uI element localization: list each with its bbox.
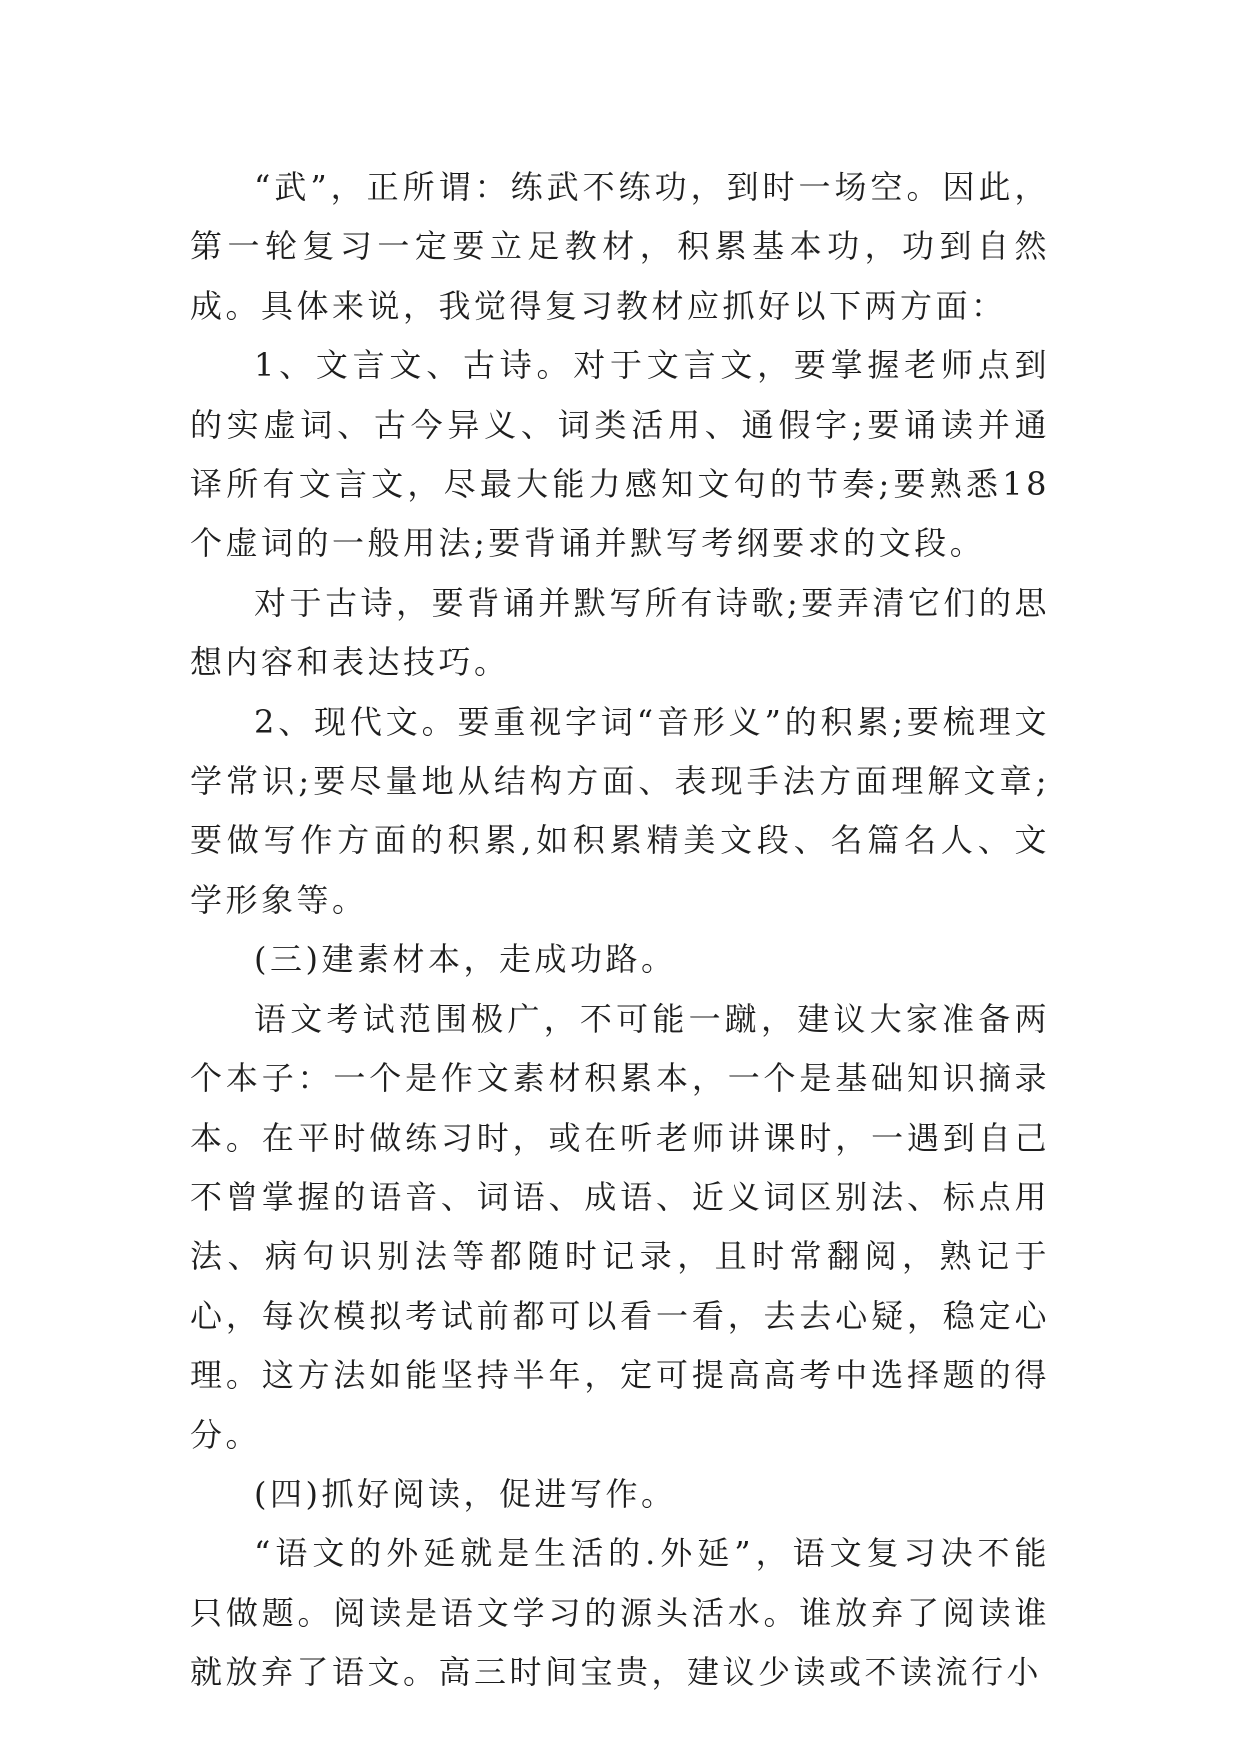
paragraph: “武”，正所谓：练武不练功，到时一场空。因此，第一轮复习一定要立足教材，积累基本功，功到自然成。具体来说，我觉得复习教材应抓好以下两方面： (190, 168, 1050, 325)
section-heading: (三)建素材本，走成功路。 (254, 940, 677, 979)
paragraph: 语文考试范围极广，不可能一蹴，建议大家准备两个本子：一个是作文素材积累本，一个是基础知识摘录本。在平时做练习时，或在听老师讲课时，一遇到自己不曾掌握的语音、词语、成语、近义词区别法、标点用法、病句识别法等都随时记录，且时常翻阅，熟记于心，每次模拟考试前都可以看一看，去去心疑，稳定心理。这方法如能坚持半年，定可提高高考中选择题的得分。 (190, 999, 1050, 1454)
document-body (190, 158, 1050, 1703)
paragraph: “语文的外延就是生活的.外延”，语文复习决不能只做题。阅读是语文学习的源头活水。谁放弃了阅读谁就放弃了语文。高三时间宝贵，建议少读或不读流行小 (190, 1534, 1050, 1692)
paragraph: 1、文言文、古诗。对于文言文，要掌握老师点到的实虚词、古今异义、词类活用、通假字;要诵读并通译所有文言文，尽最大能力感知文句的节奏;要熟悉18个虚词的一般用法;要背诵并默写考纲要求的文段。 (190, 346, 1050, 563)
section-heading: (四)抓好阅读，促进写作。 (254, 1474, 677, 1513)
paragraph: 对于古诗，要背诵并默写所有诗歌;要弄清它们的思想内容和表达技巧。 (190, 583, 1050, 682)
paragraph: 2、现代文。要重视字词“音形义”的积累;要梳理文学常识;要尽量地从结构方面、表现手法方面理解文章;要做写作方面的积累,如积累精美文段、名篇名人、文学形象等。 (190, 702, 1050, 919)
